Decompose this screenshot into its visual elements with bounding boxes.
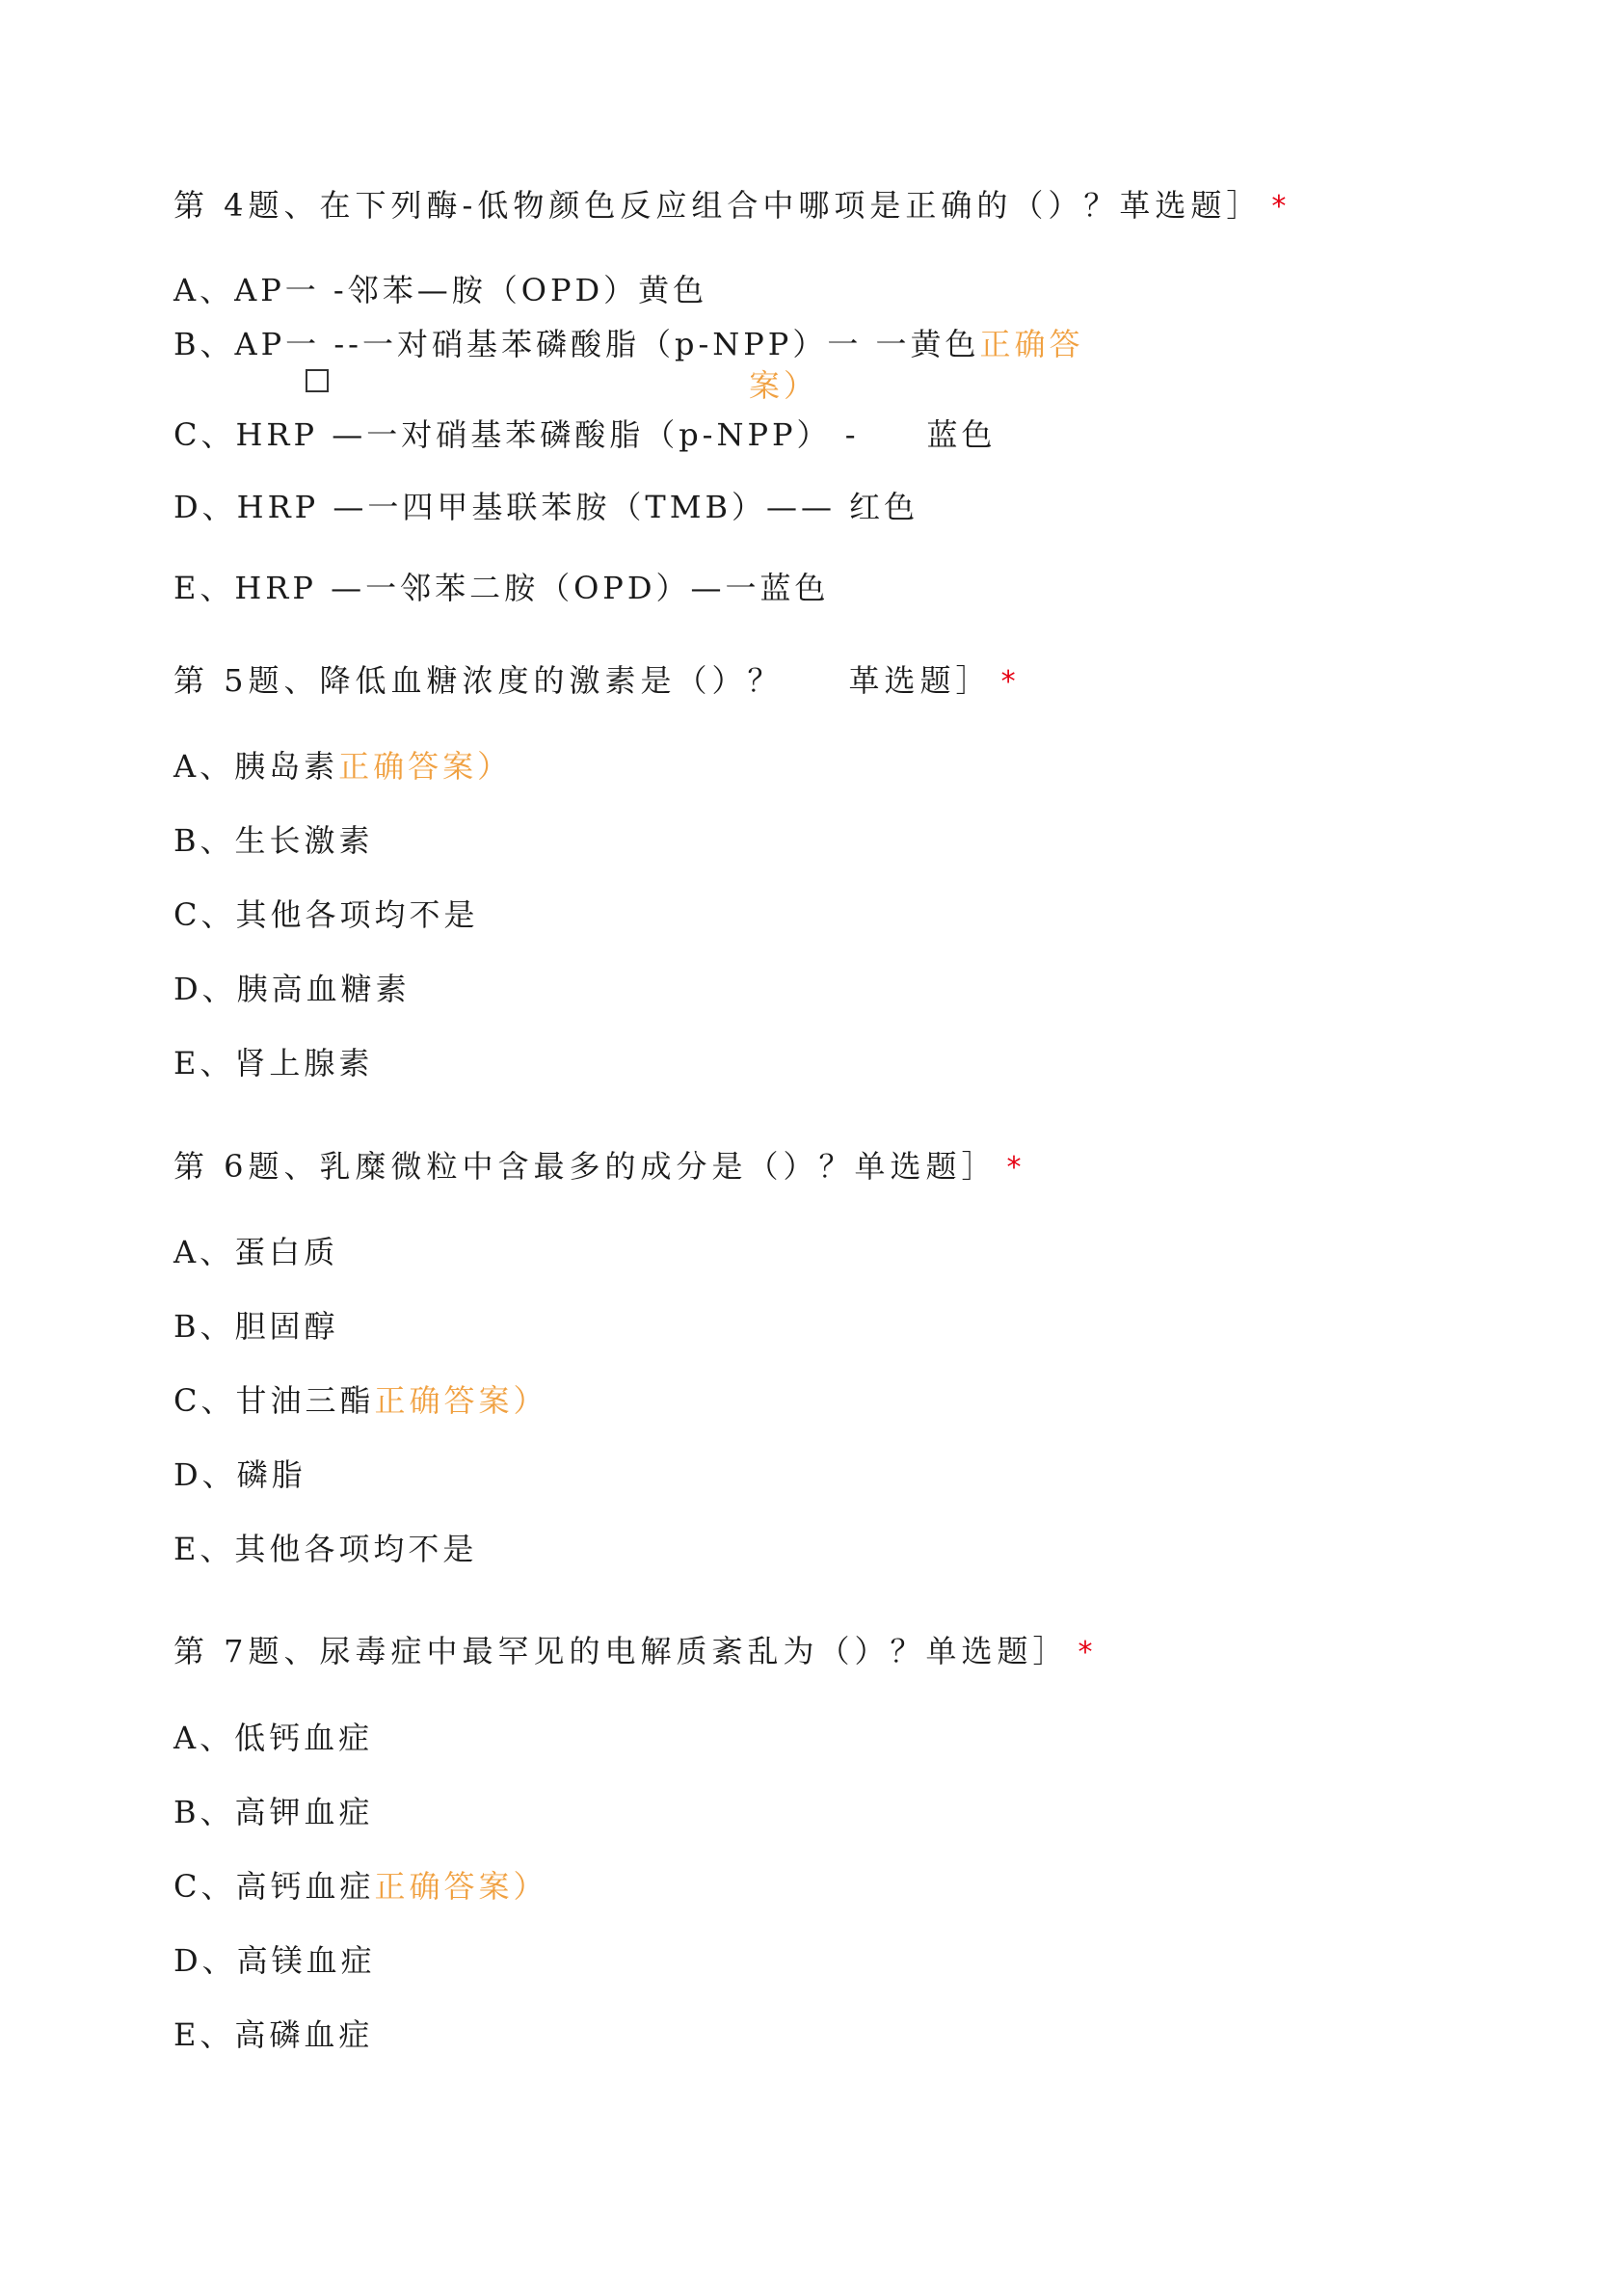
- question-5-type: 革选题］: [848, 662, 992, 699]
- option-c-text: C、高钙血症: [173, 1868, 375, 1905]
- question-7-text: 第 7题、尿毒症中最罕见的电解质紊乱为（）？单选题］: [173, 1633, 1069, 1669]
- question-4-option-b[interactable]: [173, 325, 1084, 363]
- option-a-text: A、胰岛素: [173, 748, 339, 785]
- question-5-title: [173, 661, 1016, 702]
- question-5-option-b[interactable]: B、生长激素: [173, 822, 374, 859]
- question-7-option-c[interactable]: [173, 1867, 548, 1906]
- question-5-option-d[interactable]: D、胰高血糖素: [173, 971, 411, 1007]
- question-7-option-e[interactable]: E、高磷血症: [173, 2016, 374, 2053]
- required-star-icon: *: [1000, 665, 1016, 699]
- checkbox-icon[interactable]: [306, 369, 329, 392]
- correct-answer-label: 正确答案）: [374, 1868, 548, 1905]
- required-star-icon: *: [1271, 190, 1287, 224]
- question-6-option-c[interactable]: [173, 1381, 548, 1420]
- option-c-text: C、甘油三酯: [173, 1382, 375, 1419]
- correct-answer-label: 正确答案）: [374, 1382, 548, 1419]
- question-4-option-c[interactable]: [173, 415, 997, 454]
- question-5-option-a[interactable]: [173, 747, 512, 786]
- question-4-option-e[interactable]: E、HRP —一邻苯二胺（OPD）—一蓝色: [173, 570, 830, 606]
- question-7-option-a[interactable]: A、低钙血症: [173, 1720, 374, 1756]
- question-4-option-a[interactable]: A、AP一 -邻苯—胺（OPD）黄色: [173, 272, 708, 308]
- question-4-option-d[interactable]: D、HRP —一四甲基联苯胺（TMB）—— 红色: [173, 489, 919, 525]
- required-star-icon: *: [1006, 1151, 1022, 1185]
- question-6-option-d[interactable]: D、磷脂: [173, 1456, 306, 1493]
- question-5-text: 第 5题、降低血糖浓度的激素是（）？: [173, 662, 784, 699]
- question-4-title: [173, 186, 1286, 227]
- required-star-icon: *: [1078, 1636, 1093, 1669]
- correct-answer-label: 正确答案）: [338, 748, 513, 785]
- question-5-option-e[interactable]: E、肾上腺素: [173, 1045, 374, 1081]
- correct-answer-label: 正确答: [979, 326, 1084, 362]
- option-b-text: B、AP一 --一对硝基苯磷酸脂（p-NPP）一 一黄色: [173, 326, 980, 362]
- question-6-title: [173, 1147, 1022, 1188]
- correct-answer-label-wrap: 案）: [749, 367, 819, 404]
- question-4-text: 第 4题、在下列酶-低物颜色反应组合中哪项是正确的（）？革选题］: [173, 187, 1263, 224]
- question-6-option-e[interactable]: E、其他各项均不是: [173, 1531, 478, 1567]
- option-c-tail: 蓝色: [926, 416, 997, 453]
- question-6-option-a[interactable]: A、蛋白质: [173, 1234, 339, 1270]
- question-6-text: 第 6题、乳糜微粒中含最多的成分是（）？单选题］: [173, 1148, 998, 1185]
- question-7-option-d[interactable]: D、高镁血症: [173, 1942, 376, 1979]
- option-c-text: C、HRP —一对硝基苯磷酸脂（p-NPP） -: [173, 416, 860, 453]
- question-6-option-b[interactable]: B、胆固醇: [173, 1308, 339, 1345]
- question-5-option-c[interactable]: C、其他各项均不是: [173, 896, 479, 933]
- question-7-option-b[interactable]: B、高钾血症: [173, 1794, 374, 1830]
- question-7-title: [173, 1632, 1093, 1672]
